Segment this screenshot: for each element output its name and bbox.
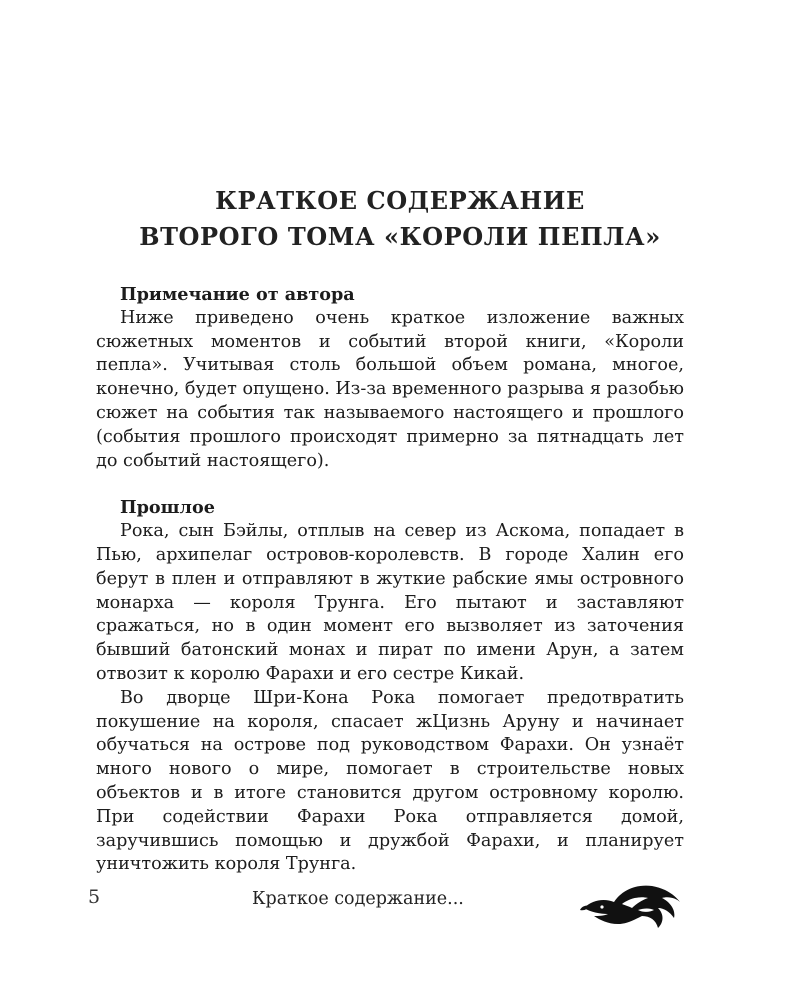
chapter-title-line-2: ВТОРОГО ТОМА «КОРОЛИ ПЕПЛА» [139,222,661,251]
running-title: Краткое содержание... [252,889,464,909]
author-note-paragraph: Ниже приведено очень краткое изложение важных сюжетных моментов и событий второй книги, «Короли пепла». Учитывая столь большой объем романа, многое, конечно, будет опущено. Из-за временного разрыва я разобью сюжет на события так называемого настоящего и прошлого (события прошлого происходят примерно за пятнадцать лет до событий настоящего). [96,307,684,471]
dragon-ornament-icon [578,880,688,932]
past-heading: Прошлое [120,497,215,519]
section-gap [96,473,684,496]
page-number: 5 [88,886,101,908]
page-body [96,283,684,877]
past-paragraph-1: Рока, сын Бэйлы, отплыв на север из Аскома, попадает в Пью, архипелаг островов-королевств. В городе Халин его берут в плен и отправляют в жуткие рабские ямы островного монарха — короля Трунга. Его пытают и заставляют сражаться, но в один момент его вызволяет из заточения бывший батонский монах и пират по имени Арун, а затем отвозит к королю Фарахи и его сестре Кикай. [96,521,684,684]
past-paragraph-2: Во дворце Шри-Кона Рока помогает предотвратить покушение на короля, спасает жЦизнь Аруну и начинает обучаться на острове под руководством Фарахи. Он узнаёт много нового о мире, помогает в строительстве новых объектов и в итоге становится другом островному королю. При содействии Фарахи Рока отправляется домой, заручившись помощью и дружбой Фарахи, и планирует уничтожить короля Трунга. [96,687,684,875]
page-footer [0,880,800,940]
chapter-title-line-1: КРАТКОЕ СОДЕРЖАНИЕ [215,186,585,215]
author-note-heading: Примечание от автора [120,284,355,305]
chapter-title [0,183,800,255]
